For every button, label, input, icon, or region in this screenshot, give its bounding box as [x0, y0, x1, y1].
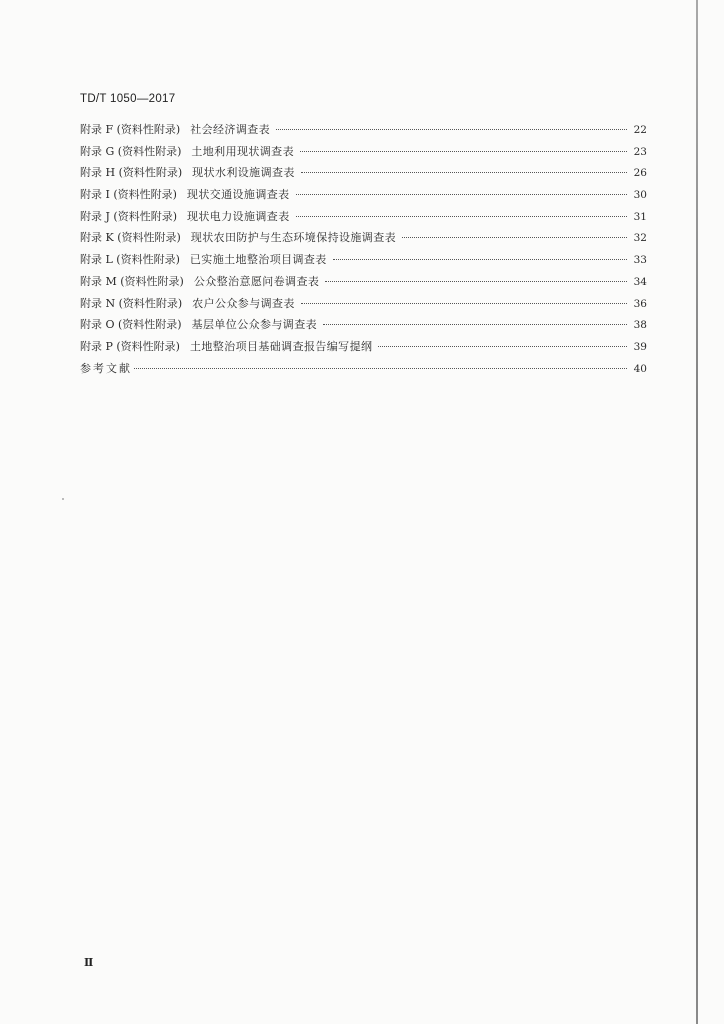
toc-leader-dots [300, 151, 627, 152]
toc-leader-dots [323, 324, 627, 325]
toc-leader-dots [301, 172, 627, 173]
toc-entry-prefix: 附录 F (资料性附录) [80, 123, 181, 136]
toc-entry-prefix: 附录 H (资料性附录) [80, 166, 183, 180]
standard-code: TD/T 1050—2017 [80, 93, 176, 105]
toc-entry-title: 基层单位公众参与调查表 [191, 318, 317, 332]
toc-leader-dots [296, 194, 627, 195]
toc-entry-title: 已实施土地整治项目调查表 [189, 253, 327, 267]
toc-entry-page: 31 [633, 210, 647, 223]
toc-entry-title: 参考文献 [80, 361, 132, 375]
toc-leader-dots [402, 237, 627, 238]
toc-entry-appendix-o[interactable] [80, 316, 647, 338]
toc-entry-prefix: 附录 L (资料性附录) [80, 253, 180, 267]
toc-entry-appendix-n[interactable] [80, 295, 647, 317]
toc-entry-title: 公众整治意愿问卷调查表 [193, 274, 320, 288]
toc-leader-dots [333, 259, 627, 260]
toc-entry-prefix: 附录 N (资料性附录) [80, 296, 183, 310]
toc-entry-page: 39 [633, 340, 647, 353]
toc-entry-prefix: 附录 M (资料性附录) [80, 274, 184, 288]
toc-entry-page: 30 [633, 189, 647, 202]
toc-entry-prefix: 附录 O (资料性附录) [80, 318, 182, 332]
toc-entry-prefix: 附录 I (资料性附录) [80, 188, 177, 202]
toc-entry-page: 40 [633, 362, 647, 375]
toc-entry-prefix: 附录 G (资料性附录) [80, 144, 182, 158]
toc-entry-page: 26 [633, 167, 647, 180]
toc-entry-page: 34 [633, 275, 647, 288]
scan-speck [62, 498, 64, 500]
scan-right-edge-line [696, 0, 698, 1024]
toc-entry-prefix: 附录 J (资料性附录) [80, 209, 177, 223]
toc-entry-page: 22 [633, 124, 647, 136]
toc-entry-page: 36 [633, 297, 647, 310]
toc-entry-page: 32 [633, 232, 647, 245]
toc-leader-dots [276, 129, 627, 130]
toc-entry-title: 现状电力设施调查表 [187, 209, 290, 223]
toc-entry-prefix: 附录 K (资料性附录) [80, 231, 181, 245]
toc-entry-page: 23 [633, 145, 647, 158]
toc-entry-page: 33 [633, 254, 647, 267]
toc-entry-title: 社会经济调查表 [190, 123, 271, 136]
toc-entry-appendix-m[interactable] [80, 273, 647, 295]
toc-leader-dots [134, 368, 627, 369]
toc-entry-title: 现状交通设施调查表 [186, 188, 290, 202]
toc-entry-title: 土地利用现状调查表 [191, 144, 294, 158]
toc-entry-appendix-f[interactable] [80, 121, 647, 143]
toc-entry-title: 现状水利设施调查表 [192, 166, 295, 180]
toc-entry-appendix-i[interactable] [80, 186, 647, 208]
toc-entry-appendix-k[interactable] [80, 229, 647, 251]
toc-entry-appendix-h[interactable] [80, 164, 647, 186]
toc-entry-appendix-g[interactable] [80, 143, 647, 165]
toc-entry-title: 农户公众参与调查表 [192, 296, 295, 310]
toc-entry-page: 38 [633, 319, 647, 332]
toc-entry-appendix-j[interactable] [80, 208, 647, 230]
toc-leader-dots [296, 216, 627, 217]
toc-leader-dots [325, 281, 627, 282]
toc-entry-appendix-p[interactable] [80, 338, 647, 360]
table-of-contents [80, 121, 647, 381]
page-number: Ⅱ [84, 956, 94, 969]
toc-entry-title: 土地整治项目基础调查报告编写提纲 [189, 339, 373, 353]
toc-entry-prefix: 附录 P (资料性附录) [80, 339, 180, 353]
toc-leader-dots [301, 303, 627, 304]
watermark [440, 332, 724, 700]
toc-entry-title: 现状农田防护与生态环境保持设施调查表 [190, 231, 396, 245]
toc-entry-references[interactable] [80, 360, 647, 382]
toc-leader-dots [378, 346, 627, 347]
toc-entry-appendix-l[interactable] [80, 251, 647, 273]
